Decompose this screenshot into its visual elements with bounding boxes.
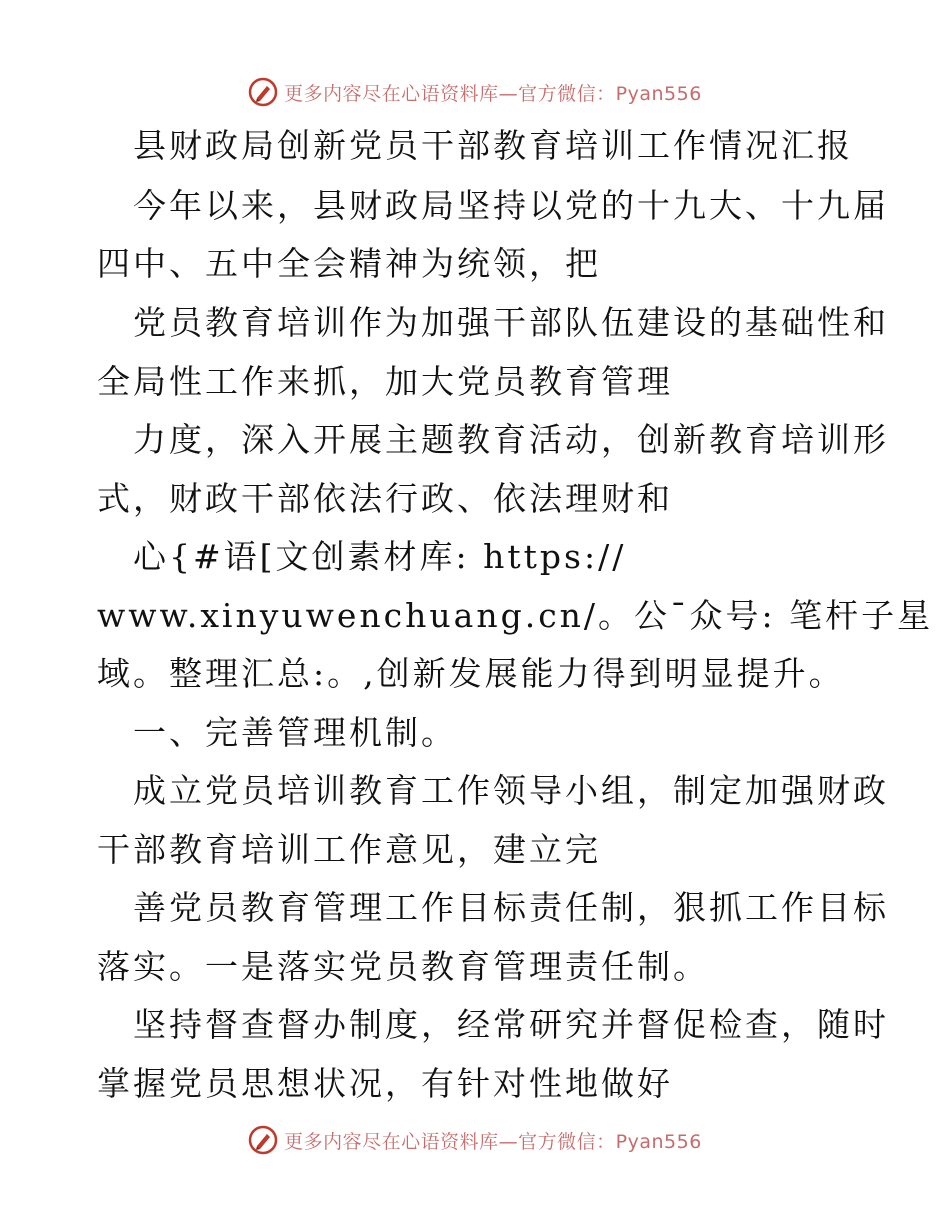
paragraph-line: 心{#语[文创素材库: https:// — [133, 537, 627, 576]
paragraph-line: 干部教育培训工作意见，建立完 — [97, 830, 601, 869]
footer-banner — [0, 1120, 950, 1160]
paragraph-line: 力度，深入开展主题教育活动，创新教育培训形 — [133, 420, 889, 459]
paragraph-line: 四中、五中全会精神为统领，把 — [97, 244, 601, 283]
paragraph-line: 式，财政干部依法行政、依法理财和 — [97, 479, 673, 518]
pen-seal-logo-icon — [248, 1125, 278, 1155]
paragraph-line: 落实。一是落实党员教育管理责任制。 — [97, 947, 709, 986]
document-title: 县财政局创新党员干部教育培训工作情况汇报 — [133, 126, 853, 165]
section-heading: 一、完善管理机制。 — [133, 713, 457, 752]
paragraph-line: 坚持督查督办制度，经常研究并督促检查，随时 — [133, 1005, 889, 1044]
paragraph-line: 成立党员培训教育工作领导小组，制定加强财政 — [133, 771, 889, 810]
paragraph-line: 域。整理汇总:。,创新发展能力得到明显提升。 — [97, 654, 845, 693]
header-banner-text: 更多内容尽在心语资料库—官方微信：Pyan556 — [284, 82, 702, 105]
footer-banner-text: 更多内容尽在心语资料库—官方微信：Pyan556 — [284, 1130, 702, 1153]
paragraph-line: 全局性工作来抓，加大党员教育管理 — [97, 362, 673, 401]
paragraph-line: www.xinyuwenchuang.cn/。公¯众号: 笔杆子星 — [97, 596, 934, 635]
paragraph-line: 掌握党员思想状况，有针对性地做好 — [97, 1064, 673, 1103]
paragraph-line: 今年以来，县财政局坚持以党的十九大、十九届 — [133, 186, 889, 225]
paragraph-line: 善党员教育管理工作目标责任制，狠抓工作目标 — [133, 888, 889, 927]
paragraph-line: 党员教育培训作为加强干部队伍建设的基础性和 — [133, 303, 889, 342]
